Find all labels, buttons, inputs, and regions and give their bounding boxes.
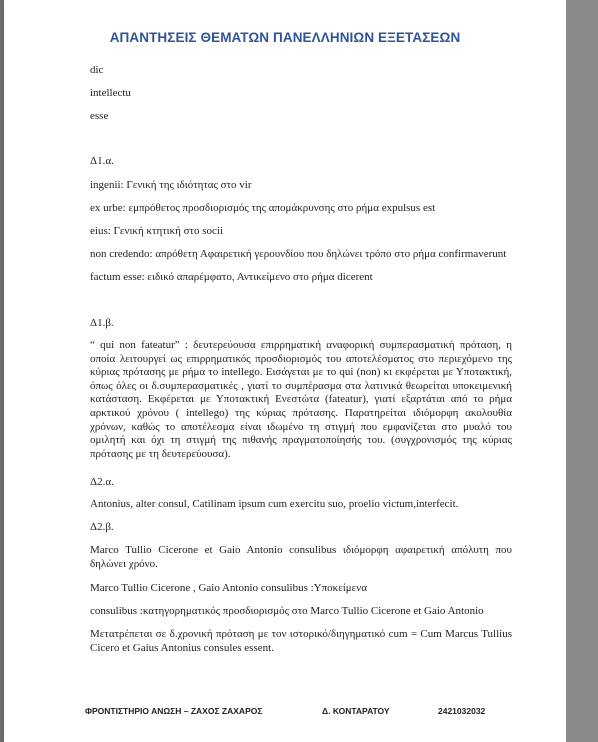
viewer-background [566, 0, 598, 742]
word-1: dic [90, 64, 104, 76]
heading-d2b: Δ2.β. [90, 521, 114, 533]
d1a-item-4: non credendo: απρόθετη Αφαιρετική γερουνδίου που δηλώνει τρόπο στο ρήμα confirmaverunt [90, 248, 507, 260]
footer-phone: 2421032032 [438, 706, 486, 716]
d1a-item-5: factum esse: ειδικό απαρέμφατο, Αντικείμενο στο ρήμα dicerent [90, 271, 373, 283]
word-3: esse [90, 110, 109, 122]
document-page [4, 0, 566, 742]
d2b-paragraph-3: consulibus :κατηγορηματικός προσδιορισμός στο Marco Tullio Cicerone et Gaio Antonio [90, 605, 484, 617]
word-2: intellectu [90, 87, 131, 99]
footer-address: Δ. ΚΟΝΤΑΡΑΤΟΥ [322, 706, 390, 716]
heading-d1a: Δ1.α. [90, 155, 114, 167]
d1a-item-3: eius: Γενική κτητική στο socii [90, 225, 223, 237]
d2a-sentence: Antonius, alter consul, Catilinam ipsum cum exercitu suo, proelio victum,interfecit. [90, 498, 459, 510]
d2b-paragraph-2: Marco Tullio Cicerone , Gaio Antonio consulibus :Υποκείμενα [90, 582, 368, 594]
document-title: ΑΠΑΝΤΗΣΕΙΣ ΘΕΜΑΤΩΝ ΠΑΝΕΛΛΗΝΙΩΝ ΕΞΕΤΑΣΕΩΝ [109, 30, 461, 45]
d1a-item-1: ingenii: Γενική της ιδιότητας στο vir [90, 179, 252, 191]
heading-d1b: Δ1.β. [90, 317, 114, 329]
d1b-paragraph: “ qui non fateatur” : δευτερεύουσα επιρρηματική αναφορική συμπερασματική πρόταση, η οποία λειτουργεί ως επιρρηματικός προσδιορισμός του αποτελέσματος στο περιεχόμενο της κύριας πρότασης με ρήμα το intellego. Εισάγεται με το qui (non) κι εκφέρεται με Υποτακτική, όπως όλες οι δ.συμπερασματικές , γιατί το συμπέρασμα στα λατινικά θεωρείται υποκειμενική κατάσταση. Εκφέρεται με Υποτακτική Ενεστώτα (fateatur), γιατί εξαρτάται από το ρήμα αρκτικού χρόνου ( intellego) της κύριας πρότασης. Παρατηρείται ιδιόμορφη ακολουθία χρόνων, καθώς το αποτέλεσμα είναι ιδωμένο τη στιγμή που εμφανίζεται στο μυαλό του ομιλητή και όχι τη στιγμή της πιθανής πραγματοποίησής του. (συγχρονισμός της κύριας πρότασης με τη δευτερεύουσα). [90, 339, 512, 460]
footer-org: ΦΡΟΝΤΙΣΤΗΡΙΟ ΑΝΩΣΗ – ΖΑΧΟΣ ΖΑΧΑΡΟΣ [85, 706, 263, 716]
d2b-paragraph-1: Marco Tullio Cicerone et Gaio Antonio consulibus ιδιόμορφη αφαιρετική απόλυτη που δηλώνει χρόνο. [90, 544, 512, 570]
heading-d2a: Δ2.α. [90, 476, 114, 488]
d2b-paragraph-4: Μετατρέπεται σε δ.χρονική πρόταση με τον ιστορικό/διηγηματικό cum = Cum Marcus Tullius Cicero et Gaius Antonius consules essent. [90, 628, 512, 654]
d1a-item-2: ex urbe: εμπρόθετος προσδιορισμός της απομάκρυνσης στο ρήμα expulsus est [90, 202, 436, 214]
